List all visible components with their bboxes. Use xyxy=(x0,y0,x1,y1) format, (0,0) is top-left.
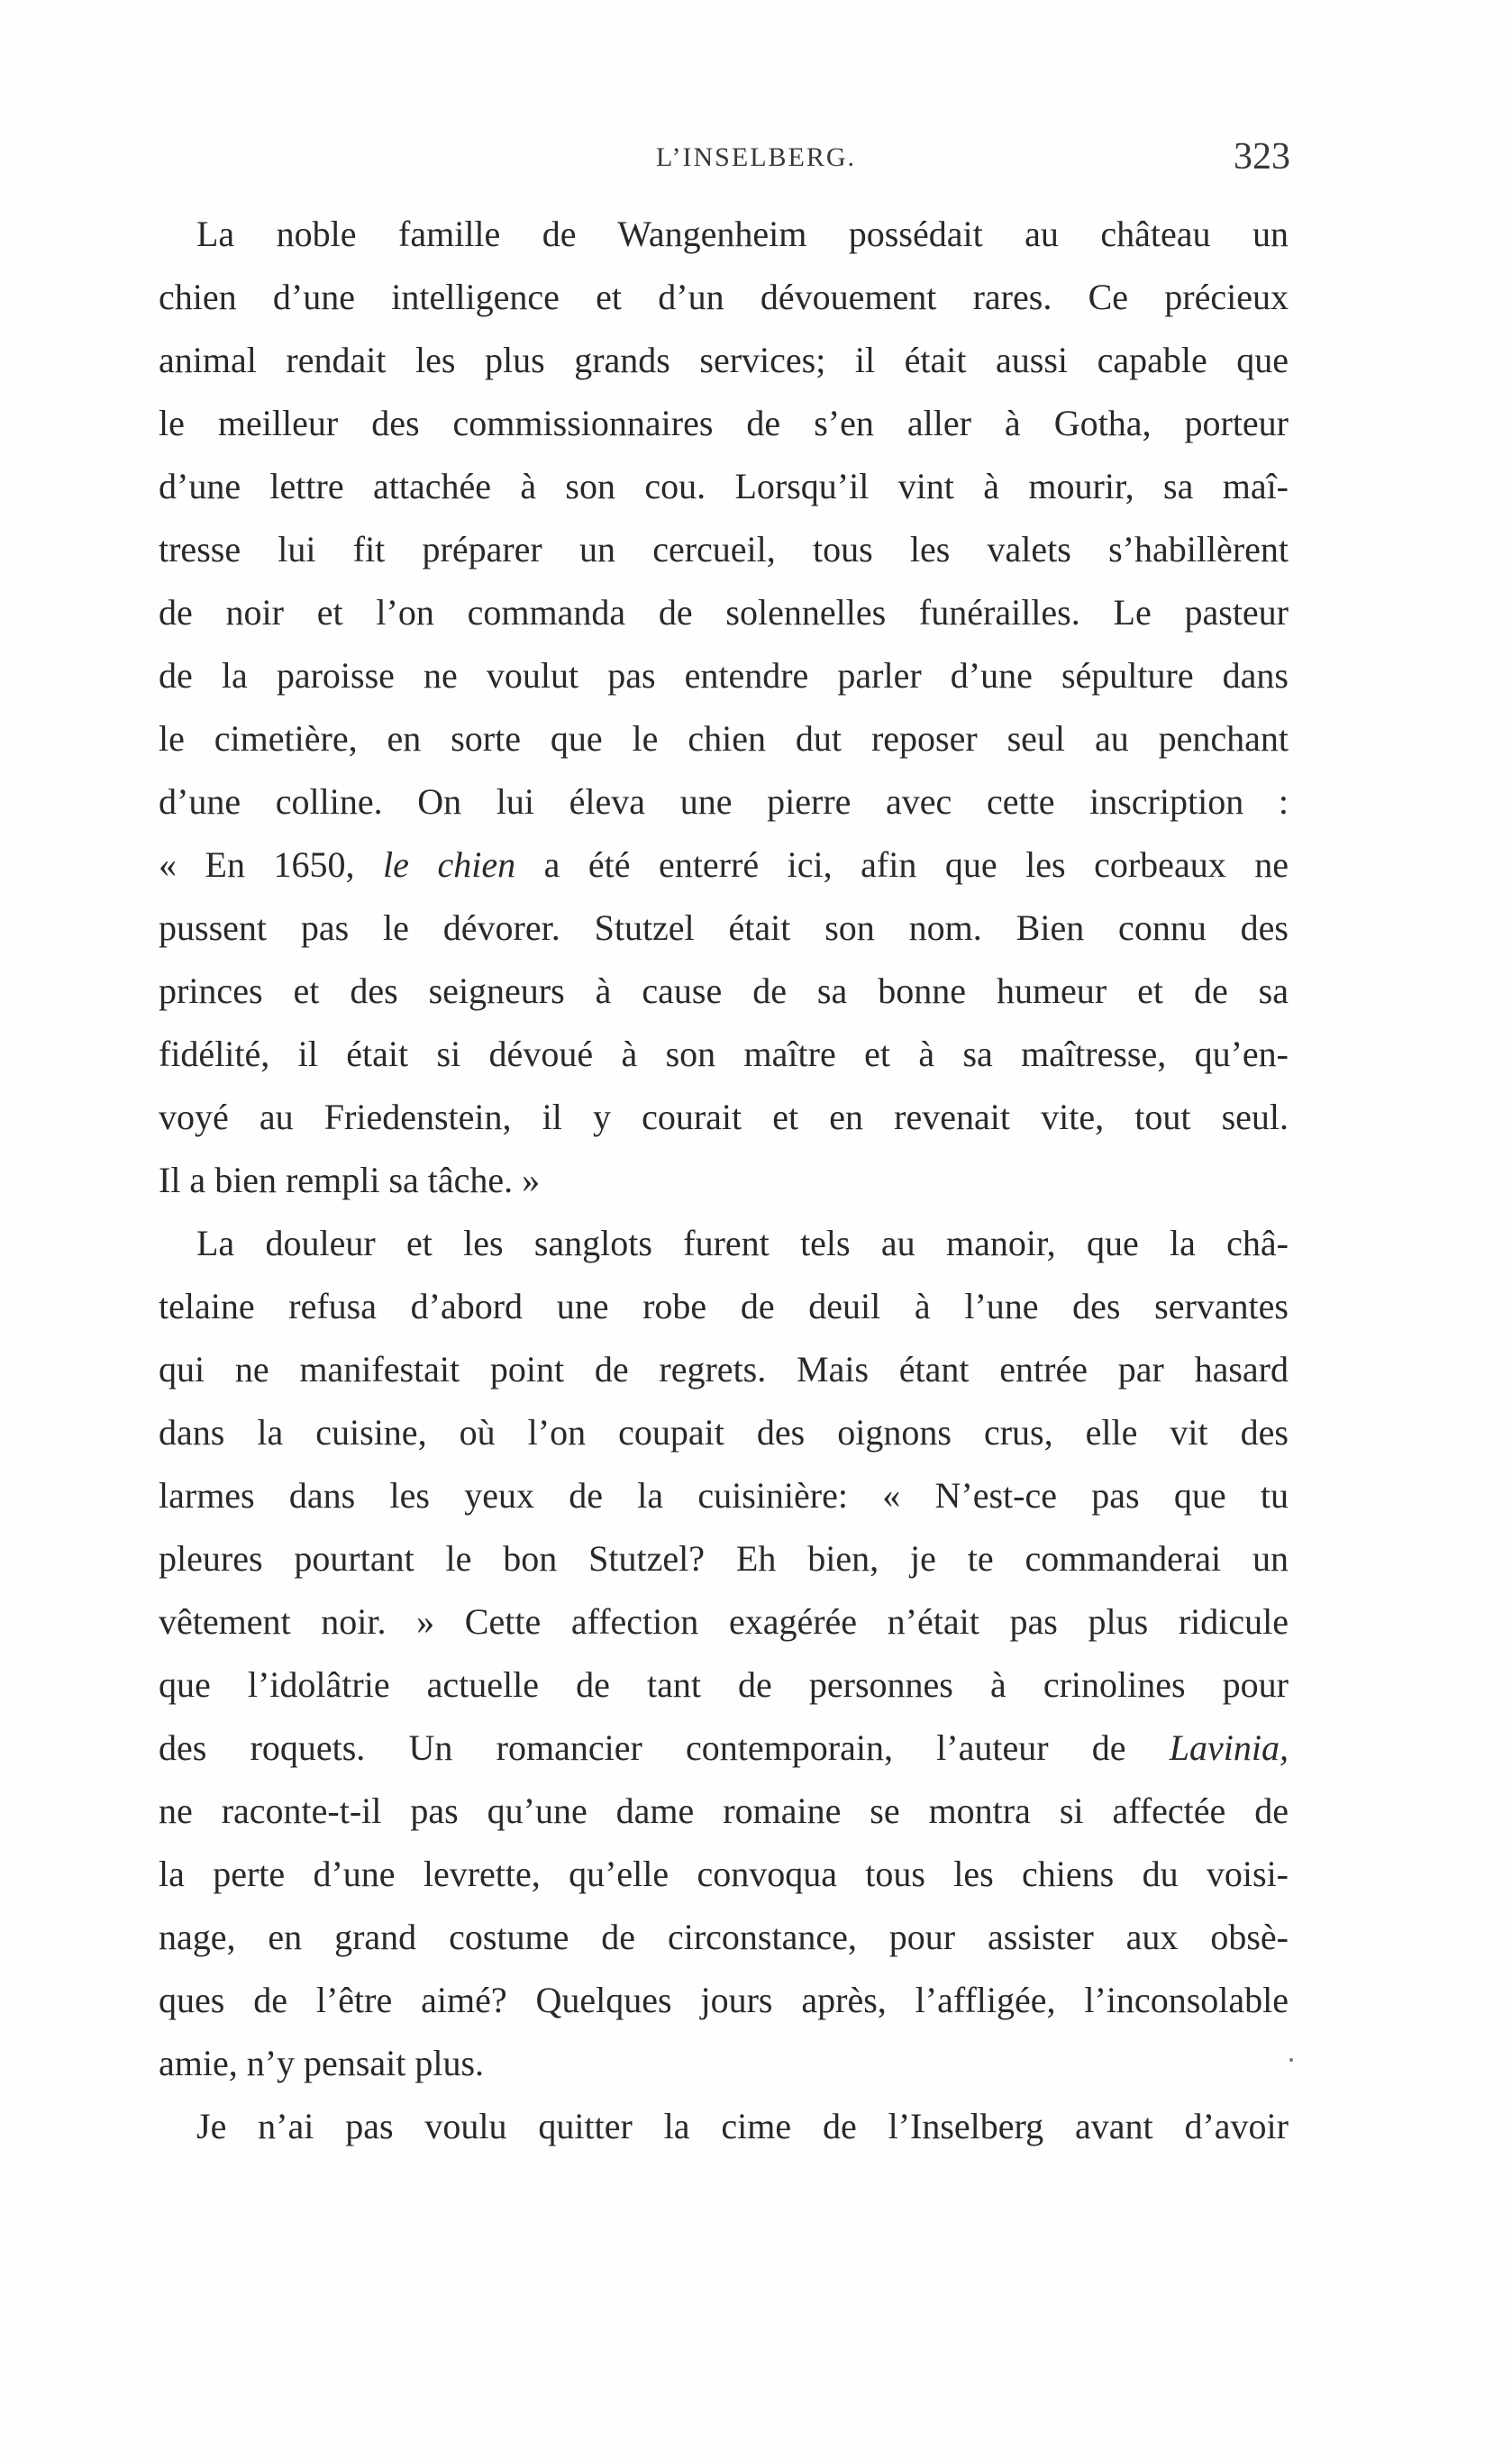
text-line: qui ne manifestait point de regrets. Mais étant entrée par hasard xyxy=(159,1349,1289,1389)
text-line: fidélité, il était si dévoué à son maître et à sa maîtresse, qu’en- xyxy=(159,1034,1289,1074)
text-line: pussent pas le dévorer. Stutzel était son nom. Bien connu des xyxy=(159,907,1289,948)
text-line: « En 1650, le chien a été enterré ici, afin que les corbeaux ne xyxy=(159,844,1289,885)
text-line: des roquets. Un romancier contemporain, l’auteur de Lavinia, xyxy=(159,1727,1289,1768)
text-line: Je n’ai pas voulu quitter la cime de l’Inselberg avant d’avoir xyxy=(196,2106,1289,2146)
text-line: de la paroisse ne voulut pas entendre parler d’une sépulture dans xyxy=(159,655,1289,696)
text-line: dans la cuisine, où l’on coupait des oignons crus, elle vit des xyxy=(159,1412,1289,1453)
page-number: 323 xyxy=(1234,136,1290,178)
text-line: La noble famille de Wangenheim possédait au château un xyxy=(196,214,1289,254)
text-line: d’une lettre attachée à son cou. Lorsqu’il vint à mourir, sa maî- xyxy=(159,466,1289,506)
text-line: que l’idolâtrie actuelle de tant de personnes à crinolines pour xyxy=(159,1664,1289,1705)
text-line: La douleur et les sanglots furent tels au manoir, que la châ- xyxy=(196,1223,1289,1263)
text-line: ques de l’être aimé? Quelques jours après, l’affligée, l’inconsolable xyxy=(159,1980,1289,2020)
text-line: animal rendait les plus grands services; il était aussi capable que xyxy=(159,340,1289,380)
page-header xyxy=(0,135,1512,180)
text-line: le meilleur des commissionnaires de s’en aller à Gotha, porteur xyxy=(159,403,1289,443)
text-line: tresse lui fit préparer un cercueil, tous les valets s’habillèrent xyxy=(159,529,1289,569)
text-line: telaine refusa d’abord une robe de deuil à l’une des servantes xyxy=(159,1286,1289,1326)
body-text xyxy=(159,203,1289,2158)
running-title: L’INSELBERG. xyxy=(655,142,857,172)
text-line: princes et des seigneurs à cause de sa bonne humeur et de sa xyxy=(159,970,1289,1011)
text-line: vêtement noir. » Cette affection exagérée n’était pas plus ridicule xyxy=(159,1601,1289,1642)
italic-text: le chien xyxy=(383,844,516,885)
text-line: voyé au Friedenstein, il y courait et en revenait vite, tout seul. xyxy=(159,1097,1289,1137)
text-line: pleures pourtant le bon Stutzel? Eh bien, je te commanderai un xyxy=(159,1538,1289,1579)
text-line: d’une colline. On lui éleva une pierre avec cette inscription : xyxy=(159,781,1289,822)
text-line: larmes dans les yeux de la cuisinière: « N’est-ce pas que tu xyxy=(159,1475,1289,1516)
italic-text: Lavinia, xyxy=(1169,1727,1289,1768)
text-line: de noir et l’on commanda de solennelles funérailles. Le pasteur xyxy=(159,592,1289,633)
printing-speck xyxy=(1289,2058,1293,2062)
text-line: chien d’une intelligence et d’un dévouement rares. Ce précieux xyxy=(159,277,1289,317)
text-line: le cimetière, en sorte que le chien dut reposer seul au penchant xyxy=(159,718,1289,759)
text-line: nage, en grand costume de circonstance, pour assister aux obsè- xyxy=(159,1917,1289,1957)
text-line: Il a bien rempli sa tâche. » xyxy=(159,1160,541,1200)
text-line: la perte d’une levrette, qu’elle convoqua tous les chiens du voisi- xyxy=(159,1854,1289,1894)
text-line: ne raconte-t-il pas qu’une dame romaine se montra si affectée de xyxy=(159,1790,1289,1831)
text-line: amie, n’y pensait plus. xyxy=(159,2043,485,2083)
